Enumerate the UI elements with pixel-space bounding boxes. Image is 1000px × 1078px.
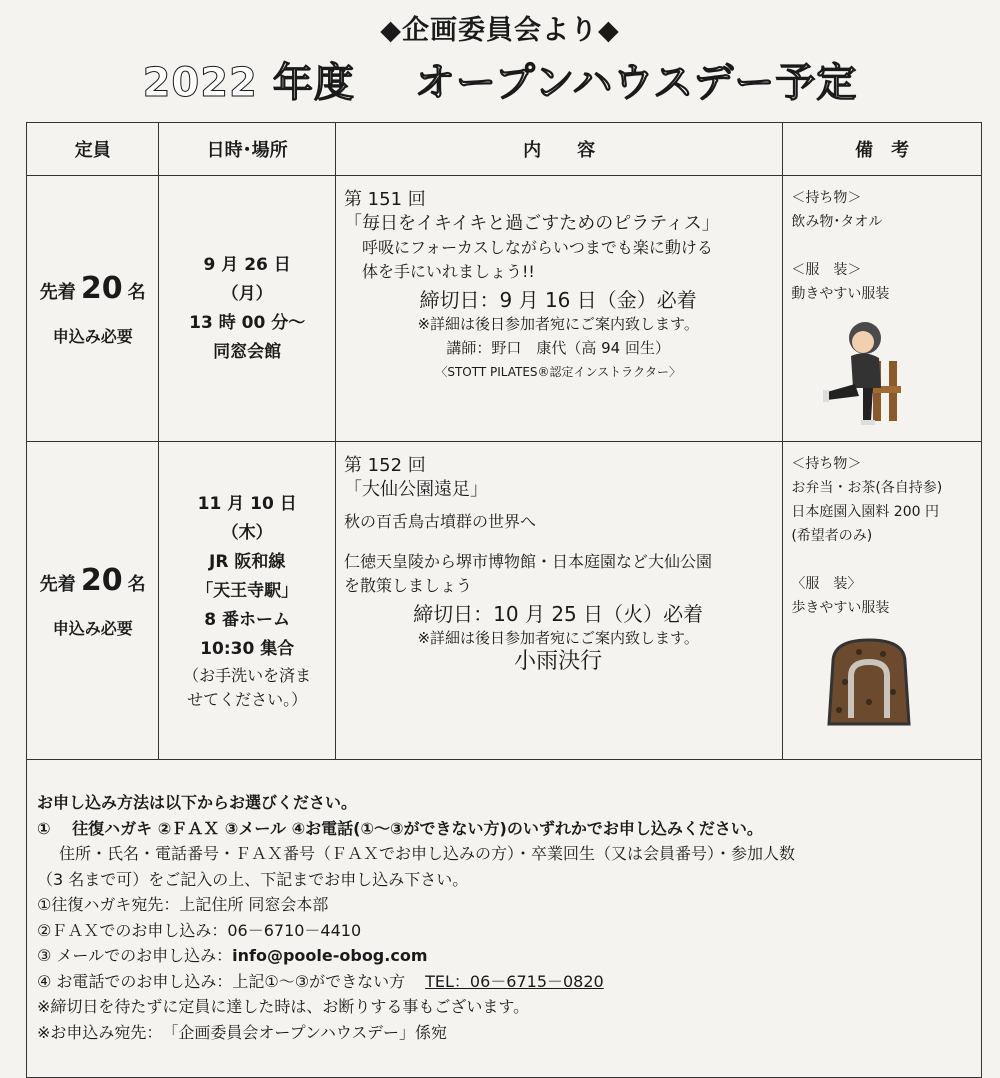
table-header-row [27,123,982,176]
event-deadline: 締切日：9 月 16 日（金）必着 [419,288,697,312]
wear-label: 〈服 装〉 [791,576,862,592]
backpack-illustration [823,632,915,728]
title-event: オープンハウスデー予定 [414,60,858,106]
email-label: ③ メールでのお申し込み： [37,946,233,965]
wear-items: 歩きやすい服装 [791,600,890,616]
column-header-content: 内 容 [335,123,782,176]
content-cell [335,442,782,760]
event-notice: ※詳細は後日参加者宛にご案内致します。 [417,629,699,647]
event-notice: ※詳細は後日参加者宛にご案内致します。 [417,315,699,333]
event-weekday: （月） [221,283,273,304]
content-cell [335,176,782,442]
event-date: 9 月 26 日 [203,254,291,275]
meeting-station: 「天王寺駅」 [196,580,299,601]
email-address[interactable]: info@poole-obog.com [232,946,428,965]
application-intro: お申し込み方法は以下からお選びください。 [37,793,358,812]
meeting-platform: 8 番ホーム [204,609,291,630]
rain-policy: 小雨決行 [514,649,603,674]
event-instructor: 講師：野口 康代（高 94 回生） [446,339,670,357]
wear-items: 動きやすい服装 [791,286,890,302]
meeting-line: JR 阪和線 [209,551,286,572]
event-time: 13 時 00 分～ [189,312,306,333]
quota-prefix: 先着 [39,281,76,303]
application-fields: 住所・氏名・電話番号・ＦＡＸ番号（ＦＡＸでお申し込みの方）・卒業回生（又は会員番号）・参加人数 [59,844,796,863]
table-row [27,442,982,760]
quota-number: 20 [80,270,123,306]
postcard-address: ①往復ハガキ宛先：上記住所 同窓会本部 [37,895,329,914]
bring-items: (希望者のみ) [791,528,873,544]
meeting-note: （お手洗いを済ま [183,665,312,685]
application-methods: ① 往復ハガキ ②ＦＡＸ ③メール ④お電話(①～③ができない方)のいずれかでお申し込みください。 [37,818,763,838]
application-fields: （3 名まで可）をご記入の上、下記までお申し込み下さい。 [37,869,469,889]
notes-cell [783,442,982,760]
event-round: 第 152 回 [343,455,426,476]
bring-items: お弁当・お茶(各自持参) [791,480,943,496]
application-info [26,758,982,1078]
instructor-certification: 〈STOTT PILATES®認定インストラクター〉 [435,365,681,379]
quota-number: 20 [80,562,123,598]
meeting-time: 10:30 集合 [200,638,295,659]
quota-unit: 名 [127,573,146,595]
application-recipient: ※お申込み宛先： 「企画委員会オープンハウスデー」係宛 [37,1022,448,1042]
event-description: 呼吸にフォーカスしながらいつまでも楽に動ける [361,238,713,257]
capacity-notice: ※締切日を待たずに定員に達した時は、お断りする事もございます。 [37,997,530,1016]
quota-prefix: 先着 [39,573,76,595]
bring-label: ＜持ち物＞ [791,456,862,472]
event-weekday: （木） [221,522,273,543]
meeting-note: せてください。） [187,689,308,709]
schedule-table [26,122,982,760]
quota-cell [27,442,159,760]
event-date: 11 月 10 日 [197,493,297,514]
column-header-datetime: 日時･場所 [159,123,336,176]
registration-required: 申込み必要 [52,618,133,638]
column-header-quota: 定員 [27,123,159,176]
phone-number[interactable]: TEL：06－6715－0820 [425,971,604,991]
event-deadline: 締切日：10 月 25 日（火）必着 [413,602,704,626]
bring-items: 日本庭園入園料 200 円 [791,504,939,520]
header [0,0,1000,108]
registration-required: 申込み必要 [52,326,133,346]
event-description: 仁徳天皇陵から堺市博物館・日本庭園など大仙公園 [343,552,712,571]
section-subtitle: ◆企画委員会より◆ [380,15,620,46]
datetime-cell [159,176,336,442]
quota-cell [27,176,159,442]
column-header-notes: 備 考 [783,123,982,176]
page-title [0,51,1000,108]
quota-unit: 名 [127,281,146,303]
datetime-cell [159,442,336,760]
bring-items: 飲み物･タオル [791,214,883,230]
notes-cell [783,176,982,442]
phone-label: ④ お電話でのお申し込み：上記①～③ができない方 [37,971,406,991]
event-round: 第 151 回 [343,189,426,210]
table-row [27,176,982,442]
fax-number: ②ＦＡＸでのお申し込み：06－6710－4410 [37,920,362,940]
event-description: 体を手にいれましょう!! [361,262,535,281]
wear-label: ＜服 装＞ [791,262,862,278]
title-year: 2022 年度 [142,60,355,106]
event-description: 秋の百舌鳥古墳群の世界へ [343,512,536,531]
event-description: を散策しましょう [343,576,472,595]
bring-label: ＜持ち物＞ [791,190,862,206]
event-title: 「大仙公園遠足」 [343,479,488,500]
seated-exercise-illustration [823,316,913,431]
event-place: 同窓会館 [213,341,282,362]
event-title: 「毎日をイキイキと過ごすためのピラティス」 [343,213,720,234]
